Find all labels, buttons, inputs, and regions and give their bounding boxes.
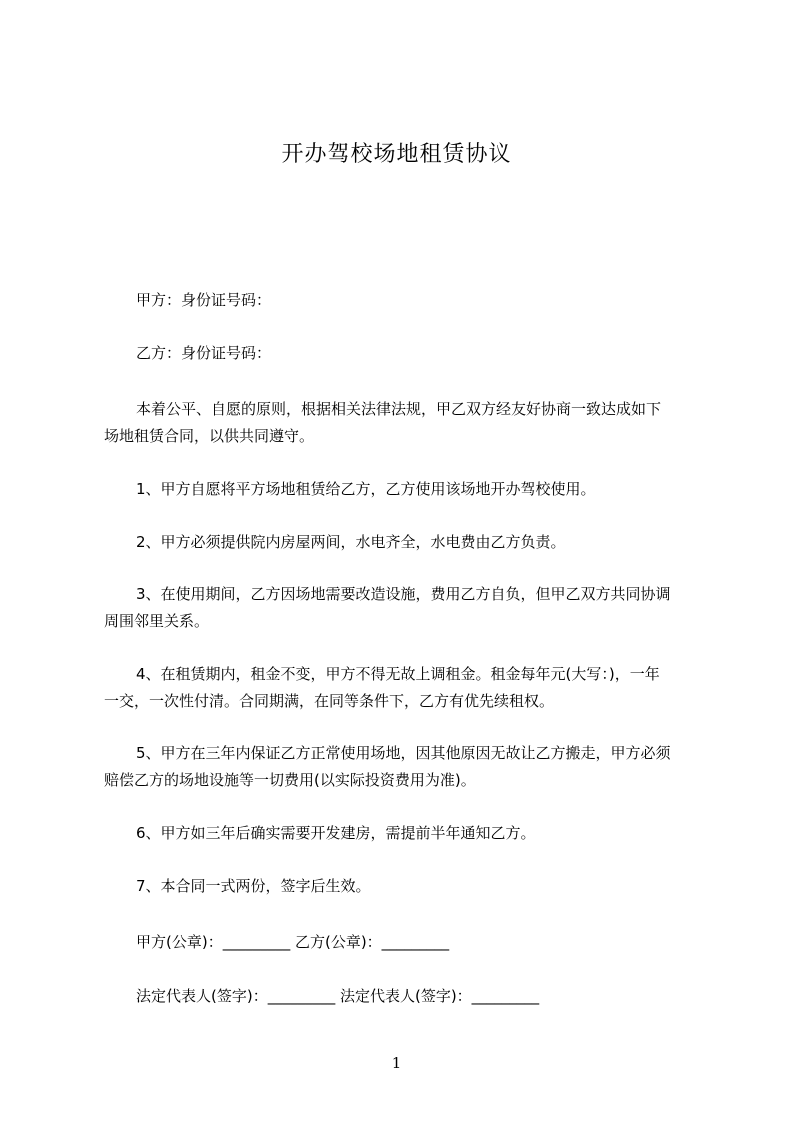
intro-paragraph-line-2: 场地租赁合同，以供共同遵守。 [104, 427, 315, 445]
party-b-id-line: 乙方：身份证号码： [136, 344, 272, 362]
seal-signature-line: 甲方(公章)：_________ 乙方(公章)：_________ [136, 933, 450, 951]
clause-7: 7、本合同一式两份，签字后生效。 [136, 877, 371, 895]
clause-4-line-2: 一交，一次性付清。合同期满，在同等条件下，乙方有优先续租权。 [104, 692, 555, 710]
party-a-id-line: 甲方：身份证号码： [136, 291, 272, 309]
clause-5-line-1: 5、甲方在三年内保证乙方正常使用场地，因其他原因无故让乙方搬走，甲方必须 [136, 744, 671, 762]
clause-6: 6、甲方如三年后确实需要开发建房，需提前半年通知乙方。 [136, 824, 536, 842]
clause-5-line-2: 赔偿乙方的场地设施等一切费用(以实际投资费用为准)。 [104, 771, 476, 789]
intro-paragraph-line-1: 本着公平、自愿的原则，根据相关法律法规，甲乙双方经友好协商一致达成如下 [136, 400, 662, 418]
clause-3-line-2: 周围邻里关系。 [104, 612, 210, 630]
clause-1: 1、甲方自愿将平方场地租赁给乙方，乙方使用该场地开办驾校使用。 [136, 480, 596, 498]
document-title: 开办驾校场地租赁协议 [281, 142, 512, 167]
clause-2: 2、甲方必须提供院内房屋两间，水电齐全，水电费由乙方负责。 [136, 533, 566, 551]
page-number: 1 [391, 1054, 402, 1072]
clause-3-line-1: 3、在使用期间，乙方因场地需要改造设施，费用乙方自负，但甲乙双方共同协调 [136, 585, 671, 603]
legal-representative-signature-line: 法定代表人(签字)：_________ 法定代表人(签字)：_________ [136, 987, 540, 1005]
clause-4-line-1: 4、在租赁期内，租金不变，甲方不得无故上调租金。租金每年元(大写：)，一年 [136, 665, 660, 683]
